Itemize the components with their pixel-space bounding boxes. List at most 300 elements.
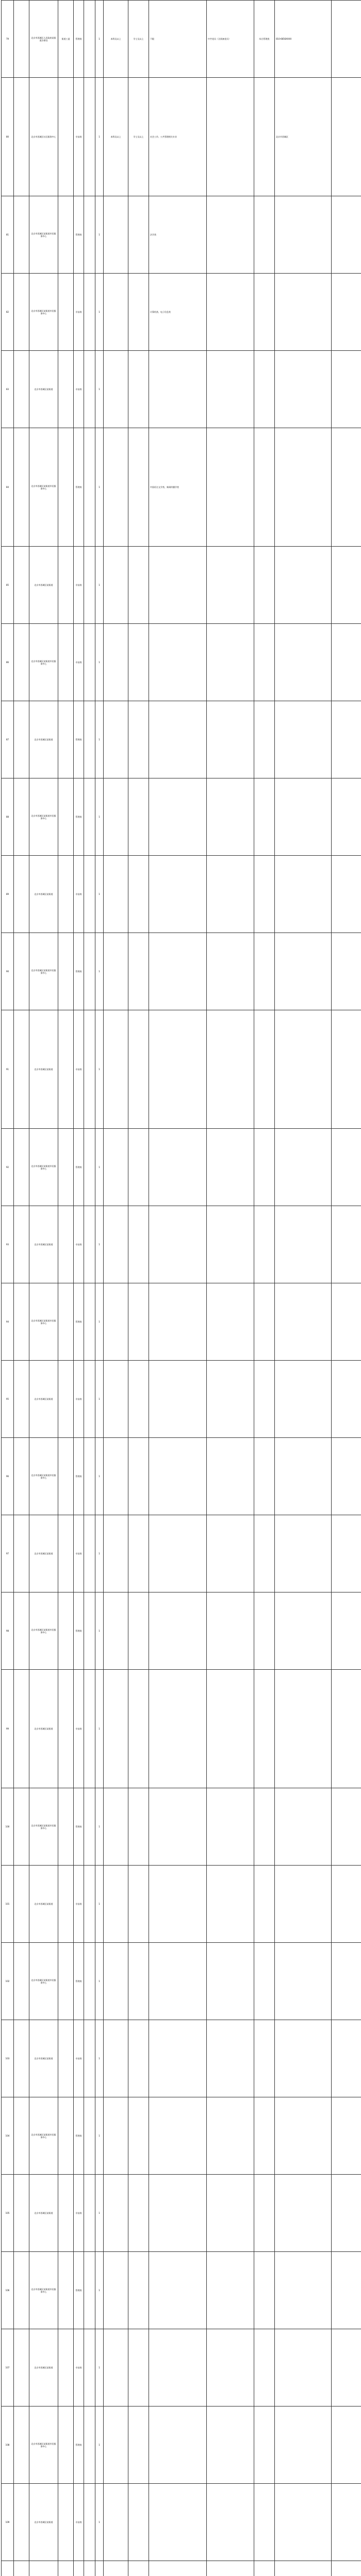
row-number-cell: 109 bbox=[2, 2484, 14, 2561]
education-cell bbox=[104, 2252, 128, 2329]
exam-category-cell bbox=[254, 1866, 275, 1943]
row-number-cell: 91 bbox=[2, 1010, 14, 1129]
major-cell bbox=[149, 778, 207, 856]
organization-cell: 北京市西城区人民政府某街道办事处 bbox=[29, 1, 58, 78]
category-cell bbox=[14, 2252, 29, 2329]
education-cell bbox=[104, 1206, 128, 1283]
organization-cell: 北京市西城区某街道 bbox=[29, 1670, 58, 1788]
position-level-cell bbox=[84, 1283, 95, 1361]
category-cell bbox=[14, 933, 29, 1010]
category-cell bbox=[14, 1206, 29, 1283]
category-cell bbox=[14, 2329, 29, 2406]
other-requirement-cell bbox=[207, 624, 254, 701]
education-cell bbox=[104, 624, 128, 701]
education-cell bbox=[104, 1283, 128, 1361]
major-cell bbox=[149, 1283, 207, 1361]
headcount-cell: 1 bbox=[95, 78, 104, 196]
headcount-cell: 1 bbox=[95, 547, 104, 624]
other-requirement-cell bbox=[207, 2097, 254, 2175]
position-level-cell bbox=[84, 778, 95, 856]
education-cell bbox=[104, 196, 128, 274]
position-type-cell: 管理岗 bbox=[74, 1788, 84, 1866]
other-requirement-cell bbox=[207, 1788, 254, 1866]
department-cell bbox=[58, 778, 74, 856]
category-cell bbox=[14, 351, 29, 428]
department-cell bbox=[58, 428, 74, 547]
table-row bbox=[2, 1129, 361, 1206]
position-type-cell: 管理岗 bbox=[74, 2252, 84, 2329]
major-cell: 计算机类、电子信息类 bbox=[149, 274, 207, 351]
department-cell bbox=[58, 351, 74, 428]
degree-cell bbox=[128, 778, 149, 856]
other-requirement-cell bbox=[207, 1361, 254, 1438]
major-cell bbox=[149, 1866, 207, 1943]
table-row bbox=[2, 274, 361, 351]
other-requirement-cell bbox=[207, 1206, 254, 1283]
table-row bbox=[2, 2175, 361, 2252]
row-number-cell: 102 bbox=[2, 1943, 14, 2020]
department-cell bbox=[58, 933, 74, 1010]
position-type-cell: 管理岗 bbox=[74, 778, 84, 856]
contact-cell bbox=[275, 2329, 332, 2406]
table-row bbox=[2, 351, 361, 428]
degree-cell bbox=[128, 351, 149, 428]
exam-category-cell bbox=[254, 1788, 275, 1866]
department-cell bbox=[58, 1010, 74, 1129]
position-level-cell bbox=[84, 2097, 95, 2175]
organization-cell: 北京市西城区某街道市民服务中心 bbox=[29, 428, 58, 547]
degree-cell: 学士及以上 bbox=[128, 78, 149, 196]
other-requirement-cell bbox=[207, 856, 254, 933]
headcount-cell: 1 bbox=[95, 1129, 104, 1206]
education-cell bbox=[104, 1788, 128, 1866]
department-cell bbox=[58, 1866, 74, 1943]
row-number-cell: 94 bbox=[2, 1283, 14, 1361]
position-level-cell bbox=[84, 196, 95, 274]
table-row bbox=[2, 1670, 361, 1788]
exam-category-cell bbox=[254, 1361, 275, 1438]
position-type-cell: 专技岗 bbox=[74, 1866, 84, 1943]
position-type-cell: 管理岗 bbox=[74, 2097, 84, 2175]
table-row bbox=[2, 2406, 361, 2484]
department-cell bbox=[58, 1361, 74, 1438]
headcount-cell: 1 bbox=[95, 1943, 104, 2020]
category-cell bbox=[14, 2484, 29, 2561]
major-cell bbox=[149, 2484, 207, 2561]
education-cell bbox=[104, 856, 128, 933]
education-cell: 本科及以上 bbox=[104, 78, 128, 196]
table-row bbox=[2, 1, 361, 78]
exam-category-cell bbox=[254, 2097, 275, 2175]
position-type-cell: 专技岗 bbox=[74, 1515, 84, 1592]
table-row bbox=[2, 1283, 361, 1361]
major-cell bbox=[149, 1592, 207, 1670]
exam-category-cell bbox=[254, 196, 275, 274]
education-cell: 本科及以上 bbox=[104, 1, 128, 78]
position-level-cell bbox=[84, 1206, 95, 1283]
department-cell bbox=[58, 78, 74, 196]
organization-cell: 北京市西城区某街道 bbox=[29, 547, 58, 624]
position-type-cell: 管理岗 bbox=[74, 1592, 84, 1670]
exam-category-cell bbox=[254, 624, 275, 701]
headcount-cell: 1 bbox=[95, 1438, 104, 1515]
remark-cell bbox=[332, 2561, 361, 2576]
row-number-cell: 93 bbox=[2, 1206, 14, 1283]
table-row bbox=[2, 1361, 361, 1438]
category-cell bbox=[14, 1943, 29, 2020]
organization-cell: 北京市西城区某街道 bbox=[29, 2329, 58, 2406]
position-type-cell: 管理岗 bbox=[74, 1283, 84, 1361]
category-cell bbox=[14, 1438, 29, 1515]
department-cell bbox=[58, 1788, 74, 1866]
contact-cell bbox=[275, 1129, 332, 1206]
row-number-cell: 106 bbox=[2, 2252, 14, 2329]
education-cell bbox=[104, 351, 128, 428]
table-row bbox=[2, 196, 361, 274]
table-row bbox=[2, 2484, 361, 2561]
row-number-cell: 108 bbox=[2, 2406, 14, 2484]
contact-cell bbox=[275, 1670, 332, 1788]
other-requirement-cell bbox=[207, 933, 254, 1010]
degree-cell bbox=[128, 2484, 149, 2561]
organization-cell: 北京市西城区某街道市民服务中心 bbox=[29, 2252, 58, 2329]
degree-cell bbox=[128, 2561, 149, 2576]
organization-cell: 北京市西城区某街道市民服务中心 bbox=[29, 933, 58, 1010]
headcount-cell: 1 bbox=[95, 351, 104, 428]
row-number-cell: 100 bbox=[2, 1788, 14, 1866]
organization-cell: 北京市西城区某街道 bbox=[29, 1866, 58, 1943]
row-number-cell: 98 bbox=[2, 1592, 14, 1670]
category-cell bbox=[14, 1670, 29, 1788]
position-level-cell bbox=[84, 2484, 95, 2561]
degree-cell: 学士及以上 bbox=[128, 1, 149, 78]
major-cell bbox=[149, 547, 207, 624]
organization-cell: 北京市西城区某街道市民服务中心 bbox=[29, 1592, 58, 1670]
remark-cell bbox=[332, 1788, 361, 1866]
table-row bbox=[2, 547, 361, 624]
category-cell bbox=[14, 547, 29, 624]
remark-cell bbox=[332, 1670, 361, 1788]
department-cell bbox=[58, 856, 74, 933]
row-number-cell: 80 bbox=[2, 78, 14, 196]
other-requirement-cell bbox=[207, 274, 254, 351]
department-cell bbox=[58, 196, 74, 274]
table-body bbox=[2, 1, 361, 2576]
table-row bbox=[2, 624, 361, 701]
organization-cell: 北京市西城区某街道 bbox=[29, 1206, 58, 1283]
other-requirement-cell bbox=[207, 2561, 254, 2576]
degree-cell bbox=[128, 196, 149, 274]
major-cell bbox=[149, 1943, 207, 2020]
remark-cell bbox=[332, 856, 361, 933]
category-cell bbox=[14, 1129, 29, 1206]
other-requirement-cell bbox=[207, 1943, 254, 2020]
department-cell bbox=[58, 1438, 74, 1515]
education-cell bbox=[104, 1438, 128, 1515]
contact-cell bbox=[275, 1010, 332, 1129]
headcount-cell: 1 bbox=[95, 1283, 104, 1361]
exam-category-cell bbox=[254, 2175, 275, 2252]
category-cell bbox=[14, 1515, 29, 1592]
row-number-cell: 101 bbox=[2, 1866, 14, 1943]
degree-cell bbox=[128, 1283, 149, 1361]
degree-cell bbox=[128, 428, 149, 547]
department-cell bbox=[58, 2561, 74, 2576]
remark-cell bbox=[332, 2252, 361, 2329]
category-cell bbox=[14, 78, 29, 196]
position-type-cell: 管理岗 bbox=[74, 933, 84, 1010]
contact-cell bbox=[275, 351, 332, 428]
education-cell bbox=[104, 1866, 128, 1943]
contact-cell: 北京市西城区 bbox=[275, 78, 332, 196]
remark-cell bbox=[332, 778, 361, 856]
position-type-cell: 管理岗 bbox=[74, 196, 84, 274]
degree-cell bbox=[128, 1206, 149, 1283]
position-level-cell bbox=[84, 547, 95, 624]
exam-category-cell bbox=[254, 1943, 275, 2020]
degree-cell bbox=[128, 2406, 149, 2484]
degree-cell bbox=[128, 1788, 149, 1866]
exam-category-cell bbox=[254, 2329, 275, 2406]
row-number-cell: 85 bbox=[2, 547, 14, 624]
position-level-cell bbox=[84, 2175, 95, 2252]
position-level-cell bbox=[84, 1788, 95, 1866]
table-row bbox=[2, 778, 361, 856]
remark-cell bbox=[332, 2097, 361, 2175]
position-level-cell bbox=[84, 1010, 95, 1129]
position-level-cell bbox=[84, 624, 95, 701]
major-cell bbox=[149, 624, 207, 701]
other-requirement-cell bbox=[207, 1283, 254, 1361]
organization-cell: 北京市西城区某街道 bbox=[29, 701, 58, 778]
degree-cell bbox=[128, 2175, 149, 2252]
row-number-cell: 82 bbox=[2, 274, 14, 351]
education-cell bbox=[104, 2097, 128, 2175]
exam-category-cell bbox=[254, 547, 275, 624]
major-cell bbox=[149, 1438, 207, 1515]
education-cell bbox=[104, 778, 128, 856]
organization-cell: 北京市西城区某街道市民服务中心 bbox=[29, 2406, 58, 2484]
organization-cell: 北京市西城区某街道市民服务中心 bbox=[29, 1943, 58, 2020]
remark-cell bbox=[332, 1515, 361, 1592]
education-cell bbox=[104, 274, 128, 351]
table-row bbox=[2, 2097, 361, 2175]
table-row bbox=[2, 933, 361, 1010]
department-cell bbox=[58, 624, 74, 701]
department-cell bbox=[58, 1515, 74, 1592]
department-cell bbox=[58, 701, 74, 778]
table-row bbox=[2, 2561, 361, 2576]
major-cell bbox=[149, 2329, 207, 2406]
position-level-cell bbox=[84, 1515, 95, 1592]
contact-cell bbox=[275, 933, 332, 1010]
contact-cell bbox=[275, 1866, 332, 1943]
organization-cell: 北京市西城区某街道 bbox=[29, 1010, 58, 1129]
other-requirement-cell bbox=[207, 78, 254, 196]
position-level-cell bbox=[84, 1438, 95, 1515]
category-cell bbox=[14, 428, 29, 547]
recruitment-table bbox=[1, 0, 361, 2576]
contact-cell bbox=[275, 1283, 332, 1361]
exam-category-cell bbox=[254, 856, 275, 933]
contact-cell bbox=[275, 856, 332, 933]
position-type-cell: 专技岗 bbox=[74, 1361, 84, 1438]
headcount-cell: 1 bbox=[95, 2252, 104, 2329]
contact-cell bbox=[275, 2484, 332, 2561]
organization-cell: 北京市西城区某街道市民服务中心 bbox=[29, 624, 58, 701]
major-cell bbox=[149, 2020, 207, 2097]
table-row bbox=[2, 1788, 361, 1866]
position-type-cell: 专技岗 bbox=[74, 547, 84, 624]
category-cell bbox=[14, 2097, 29, 2175]
table-row bbox=[2, 1515, 361, 1592]
position-level-cell bbox=[84, 1129, 95, 1206]
organization-cell: 北京市西城区社区服务中心 bbox=[29, 78, 58, 196]
position-type-cell: 专技岗 bbox=[74, 624, 84, 701]
row-number-cell: 84 bbox=[2, 428, 14, 547]
headcount-cell: 1 bbox=[95, 196, 104, 274]
exam-category-cell bbox=[254, 933, 275, 1010]
table-row bbox=[2, 1866, 361, 1943]
contact-cell bbox=[275, 2406, 332, 2484]
education-cell bbox=[104, 2329, 128, 2406]
table-row bbox=[2, 856, 361, 933]
headcount-cell: 1 bbox=[95, 1788, 104, 1866]
headcount-cell: 1 bbox=[95, 2097, 104, 2175]
degree-cell bbox=[128, 1010, 149, 1129]
education-cell bbox=[104, 2561, 128, 2576]
position-type-cell: 管理岗 bbox=[74, 428, 84, 547]
remark-cell bbox=[332, 547, 361, 624]
exam-category-cell bbox=[254, 1438, 275, 1515]
category-cell bbox=[14, 1788, 29, 1866]
degree-cell bbox=[128, 2252, 149, 2329]
category-cell bbox=[14, 856, 29, 933]
education-cell bbox=[104, 2175, 128, 2252]
exam-category-cell bbox=[254, 1283, 275, 1361]
exam-category-cell bbox=[254, 2020, 275, 2097]
exam-category-cell bbox=[254, 778, 275, 856]
row-number-cell: 99 bbox=[2, 1670, 14, 1788]
headcount-cell: 1 bbox=[95, 1010, 104, 1129]
exam-category-cell bbox=[254, 2406, 275, 2484]
major-cell bbox=[149, 1670, 207, 1788]
degree-cell bbox=[128, 1592, 149, 1670]
table-row bbox=[2, 701, 361, 778]
contact-cell bbox=[275, 2175, 332, 2252]
table-row bbox=[2, 1206, 361, 1283]
organization-cell: 北京市西城区某街道市民服务中心 bbox=[29, 274, 58, 351]
education-cell bbox=[104, 2020, 128, 2097]
major-cell bbox=[149, 1515, 207, 1592]
remark-cell bbox=[332, 196, 361, 274]
degree-cell bbox=[128, 2329, 149, 2406]
position-level-cell bbox=[84, 1866, 95, 1943]
contact-cell bbox=[275, 778, 332, 856]
department-cell bbox=[58, 1943, 74, 2020]
remark-cell bbox=[332, 1866, 361, 1943]
position-type-cell: 专技岗 bbox=[74, 1010, 84, 1129]
category-cell bbox=[14, 274, 29, 351]
position-level-cell bbox=[84, 78, 95, 196]
other-requirement-cell bbox=[207, 2175, 254, 2252]
organization-cell: 北京市西城区某街道 bbox=[29, 1515, 58, 1592]
organization-cell: 北京市西城区某街道市民服务中心 bbox=[29, 1788, 58, 1866]
exam-category-cell: 综合管理类 bbox=[254, 1, 275, 78]
other-requirement-cell bbox=[207, 1129, 254, 1206]
exam-category-cell bbox=[254, 1670, 275, 1788]
degree-cell bbox=[128, 1515, 149, 1592]
category-cell bbox=[14, 778, 29, 856]
contact-cell bbox=[275, 1438, 332, 1515]
degree-cell bbox=[128, 1866, 149, 1943]
headcount-cell: 1 bbox=[95, 1592, 104, 1670]
row-number-cell: 96 bbox=[2, 1438, 14, 1515]
position-level-cell bbox=[84, 1, 95, 78]
table-row bbox=[2, 1943, 361, 2020]
remark-cell bbox=[332, 2175, 361, 2252]
organization-cell: 北京市西城区某街道 bbox=[29, 351, 58, 428]
remark-cell bbox=[332, 1943, 361, 2020]
degree-cell bbox=[128, 1129, 149, 1206]
position-level-cell bbox=[84, 2329, 95, 2406]
major-cell bbox=[149, 2252, 207, 2329]
degree-cell bbox=[128, 2020, 149, 2097]
education-cell bbox=[104, 2484, 128, 2561]
position-level-cell bbox=[84, 933, 95, 1010]
degree-cell bbox=[128, 624, 149, 701]
position-level-cell bbox=[84, 274, 95, 351]
table-row bbox=[2, 2329, 361, 2406]
remark-cell bbox=[332, 624, 361, 701]
position-level-cell bbox=[84, 2252, 95, 2329]
headcount-cell: 1 bbox=[95, 1, 104, 78]
other-requirement-cell bbox=[207, 2329, 254, 2406]
remark-cell bbox=[332, 1206, 361, 1283]
position-type-cell: 专技岗 bbox=[74, 2020, 84, 2097]
headcount-cell: 1 bbox=[95, 1515, 104, 1592]
contact-cell bbox=[275, 2252, 332, 2329]
other-requirement-cell bbox=[207, 428, 254, 547]
remark-cell bbox=[332, 1, 361, 78]
remark-cell bbox=[332, 351, 361, 428]
organization-cell: 北京市西城区某街道市民服务中心 bbox=[29, 2097, 58, 2175]
other-requirement-cell bbox=[207, 1592, 254, 1670]
remark-cell bbox=[332, 428, 361, 547]
category-cell bbox=[14, 1283, 29, 1361]
row-number-cell: 89 bbox=[2, 856, 14, 933]
exam-category-cell bbox=[254, 1010, 275, 1129]
other-requirement-cell bbox=[207, 547, 254, 624]
department-cell bbox=[58, 2020, 74, 2097]
other-requirement-cell bbox=[207, 1515, 254, 1592]
degree-cell bbox=[128, 701, 149, 778]
organization-cell: 北京市西城区某街道市民服务中心 bbox=[29, 1283, 58, 1361]
table-row bbox=[2, 1438, 361, 1515]
exam-category-cell bbox=[254, 428, 275, 547]
contact-cell bbox=[275, 624, 332, 701]
major-cell: 中国语言文学类、新闻传播学类 bbox=[149, 428, 207, 547]
table-row bbox=[2, 2252, 361, 2329]
organization-cell: 北京市西城区某街道 bbox=[29, 1361, 58, 1438]
position-type-cell: 专技岗 bbox=[74, 856, 84, 933]
position-type-cell: 专技岗 bbox=[74, 351, 84, 428]
department-cell bbox=[58, 2252, 74, 2329]
education-cell bbox=[104, 547, 128, 624]
remark-cell bbox=[332, 1592, 361, 1670]
position-type-cell: 管理岗 bbox=[74, 1438, 84, 1515]
row-number-cell: 105 bbox=[2, 2175, 14, 2252]
